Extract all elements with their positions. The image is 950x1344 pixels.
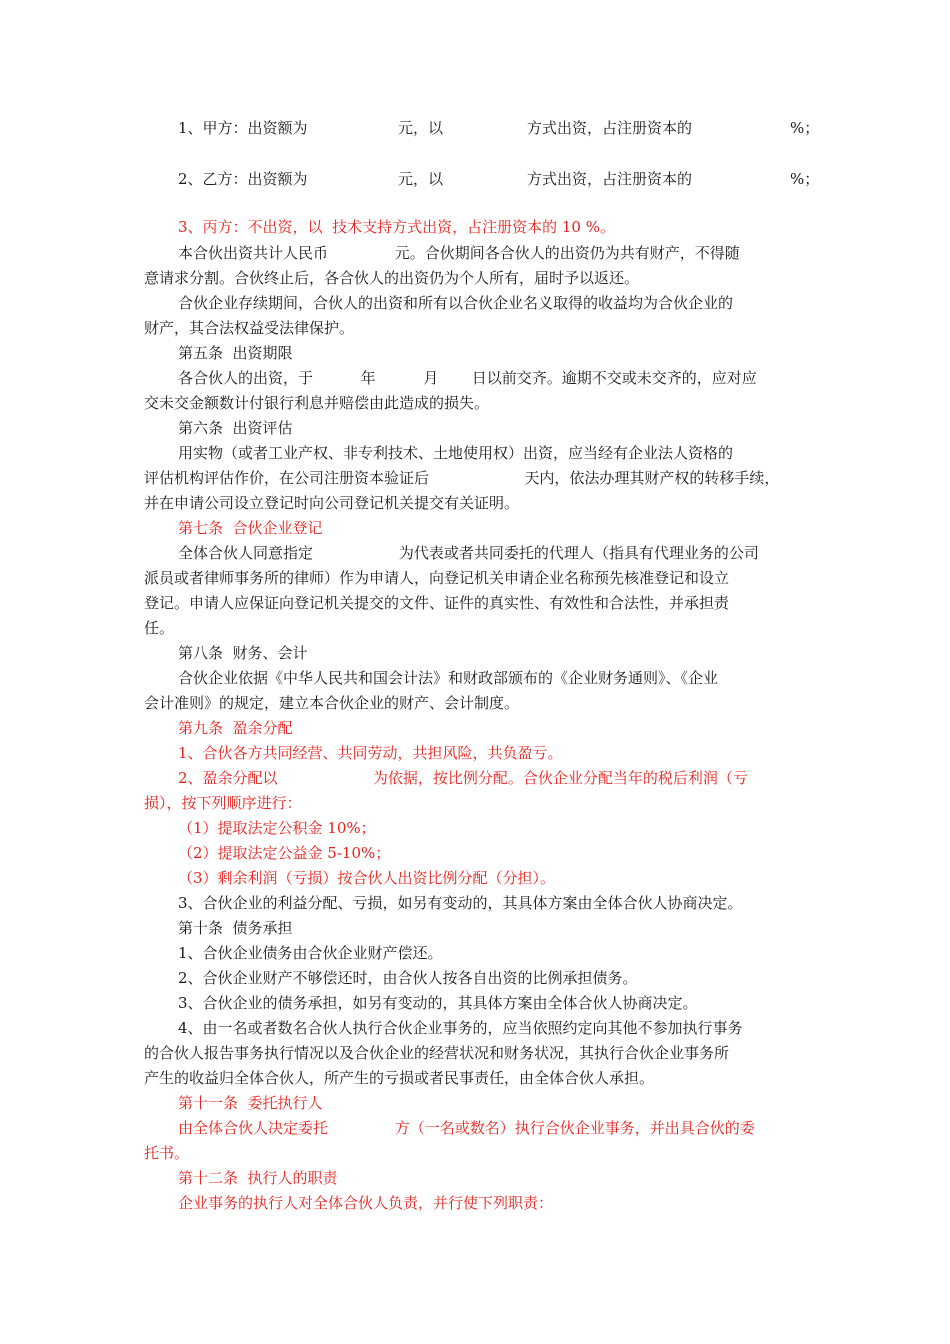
section-heading: 第七条 合伙企业登记 bbox=[178, 519, 323, 537]
paragraph-line: 财产，其合法权益受法律保护。 bbox=[144, 319, 355, 337]
paragraph-line: 由全体合伙人决定委托 方（一名或数名）执行合伙企业事务，并出具合伙的委 bbox=[178, 1119, 755, 1137]
paragraph-line: 2、盈余分配以 为依据，按比例分配。合伙企业分配当年的税后利润（亏 bbox=[178, 769, 748, 787]
paragraph-line: 3、合伙企业的利益分配、亏损，如另有变动的，其具体方案由全体合伙人协商决定。 bbox=[178, 894, 743, 912]
row1-party: 1、甲方：出资额为 bbox=[178, 119, 308, 137]
paragraph-line: 评估机构评估作价，在公司注册资本验证后 天内，依法办理其财产权的转移手续， bbox=[144, 469, 780, 487]
paragraph-line: 2、合伙企业财产不够偿还时，由合伙人按各自出资的比例承担债务。 bbox=[178, 969, 638, 987]
paragraph-line: 交未交金额数计付银行利息并赔偿由此造成的损失。 bbox=[144, 394, 490, 412]
section-heading: 第十条 债务承担 bbox=[178, 919, 293, 937]
paragraph-line: 派员或者律师事务所的律师）作为申请人，向登记机关申请企业名称预先核准登记和设立 bbox=[144, 569, 730, 587]
paragraph-line: 任。 bbox=[144, 619, 175, 637]
paragraph-line: 的合伙人报告事务执行情况以及合伙企业的经营状况和财务状况，其执行合伙企业事务所 bbox=[144, 1044, 730, 1062]
list-item: （1）提取法定公积金 10%； bbox=[178, 819, 376, 837]
row2-method: 方式出资，占注册资本的 bbox=[527, 170, 693, 188]
row1-method: 方式出资，占注册资本的 bbox=[527, 119, 693, 137]
row2-unit: 元，以 bbox=[398, 170, 444, 188]
section-heading: 第八条 财务、会计 bbox=[178, 644, 308, 662]
party-c-line: 3、丙方：不出资，以 技术支持方式出资，占注册资本的 10 %。 bbox=[178, 218, 615, 236]
section-heading: 第九条 盈余分配 bbox=[178, 719, 293, 737]
paragraph-line: 本合伙出资共计人民币 元。合伙期间各合伙人的出资仍为共有财产，不得随 bbox=[178, 244, 740, 262]
paragraph-line: 4、由一名或者数名合伙人执行合伙企业事务的，应当依照约定向其他不参加执行事务 bbox=[178, 1019, 743, 1037]
row2-party: 2、乙方：出资额为 bbox=[178, 170, 308, 188]
list-item: （3）剩余利润（亏损）按合伙人出资比例分配（分担）。 bbox=[178, 869, 556, 887]
paragraph-line: 会计准则》的规定，建立本合伙企业的财产、会计制度。 bbox=[144, 694, 520, 712]
row1-percent: %； bbox=[790, 119, 820, 137]
section-heading: 第五条 出资期限 bbox=[178, 344, 293, 362]
paragraph-line: 用实物（或者工业产权、非专利技术、土地使用权）出资，应当经有企业法人资格的 bbox=[178, 444, 734, 462]
paragraph-line: 意请求分割。合伙终止后，各合伙人的出资仍为个人所有，届时予以返还。 bbox=[144, 269, 640, 287]
paragraph-line: 3、合伙企业的债务承担，如另有变动的，其具体方案由全体合伙人协商决定。 bbox=[178, 994, 698, 1012]
paragraph-line: 各合伙人的出资，于 年 月 日以前交齐。逾期不交或未交齐的，应对应 bbox=[178, 369, 757, 387]
paragraph-line: 1、合伙各方共同经营、共同劳动，共担风险，共负盈亏。 bbox=[178, 744, 563, 762]
paragraph-line: 损），按下列顺序进行： bbox=[144, 794, 302, 812]
paragraph-line: 合伙企业存续期间，合伙人的出资和所有以合伙企业名义取得的收益均为合伙企业的 bbox=[178, 294, 734, 312]
paragraph-line: 产生的收益归全体合伙人，所产生的亏损或者民事责任，由全体合伙人承担。 bbox=[144, 1069, 655, 1087]
row1-unit: 元，以 bbox=[398, 119, 444, 137]
section-heading: 第十二条 执行人的职责 bbox=[178, 1169, 338, 1187]
section-heading: 第六条 出资评估 bbox=[178, 419, 293, 437]
paragraph-line: 登记。申请人应保证向登记机关提交的文件、证件的真实性、有效性和合法性，并承担责 bbox=[144, 594, 730, 612]
row2-percent: %； bbox=[790, 170, 820, 188]
paragraph-line: 企业事务的执行人对全体合伙人负责，并行使下列职责： bbox=[178, 1194, 554, 1212]
list-item: （2）提取法定公益金 5-10%； bbox=[178, 844, 391, 862]
paragraph-line: 托书。 bbox=[144, 1144, 190, 1162]
paragraph-line: 1、合伙企业债务由合伙企业财产偿还。 bbox=[178, 944, 443, 962]
paragraph-line: 全体合伙人同意指定 为代表或者共同委托的代理人（指具有代理业务的公司 bbox=[178, 544, 759, 562]
section-heading: 第十一条 委托执行人 bbox=[178, 1094, 323, 1112]
paragraph-line: 并在申请公司设立登记时向公司登记机关提交有关证明。 bbox=[144, 494, 520, 512]
paragraph-line: 合伙企业依据《中华人民共和国会计法》和财政部颁布的《企业财务通则》、《企业 bbox=[178, 669, 719, 687]
